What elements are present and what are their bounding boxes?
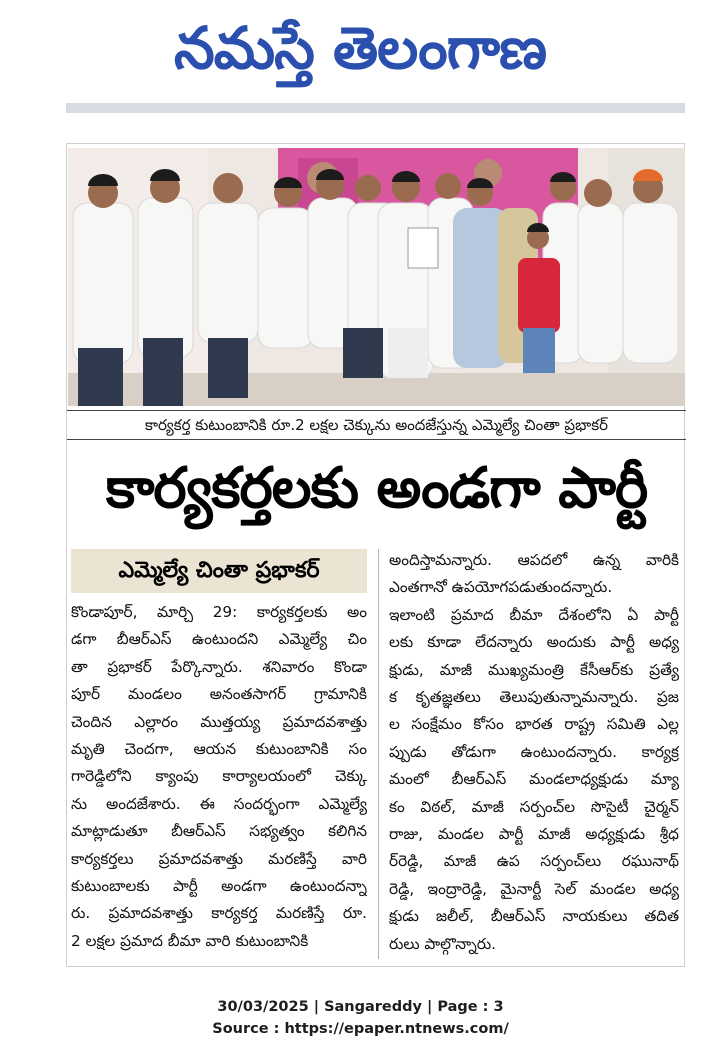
article-body-left <box>71 599 367 959</box>
body-line: ర్‌రెడ్డి, మాజీ ఉప సర్పంచ్‌లు రఘునాథ్ <box>389 852 679 871</box>
body-line: క్షుడు జలీల్, బీఆర్ఎస్ నాయకులు తదిత <box>389 907 679 926</box>
body-line: అందిస్తామన్నారు. ఆపదలో ఉన్న వారికి <box>389 551 679 569</box>
body-line: చెందిన ఎల్లారం ముత్తయ్య ప్రమాదవశాత్తు <box>71 712 367 731</box>
body-line: ఎంతగానో ఉపయోగపడుతుందన్నారు. <box>389 578 613 597</box>
body-line: పూర్ మండలం అనంతసాగర్ గ్రామానికి <box>71 685 367 704</box>
body-line: డగా బీఆర్ఎస్ ఉంటుందని ఎమ్మెల్యే చిం <box>71 630 367 649</box>
footer-source-link[interactable]: Source : https://epaper.ntnews.com/ <box>212 1021 509 1037</box>
source-footer <box>0 996 721 1046</box>
body-line: మృతి చెందగా, ఆయన కుటుంబానికి సం <box>71 740 367 759</box>
group-photo-image <box>68 148 685 406</box>
column-divider <box>378 549 379 959</box>
body-line: ను అందజేశారు. ఈ సందర్భంగా ఎమ్మెల్యే <box>71 794 367 813</box>
body-line: ల సంక్షేమం కోసం భారత రాష్ట్ర సమితి ఎల్ల <box>389 715 679 734</box>
body-line: కొండాపూర్, మార్చి 29: కార్యకర్తలకు అం <box>71 603 367 621</box>
subhead: ఎమ్మెల్యే చింతా ప్రభాకర్ <box>71 549 367 593</box>
body-line: కార్యకర్తలు ప్రమాదవశాత్తు మరణిస్తే వారి <box>71 849 367 868</box>
photo-caption: కార్యకర్త కుటుంబానికి రూ.2 లక్షల చెక్కును అందజేస్తున్న ఎమ్మెల్యే చింతా ప్రభాకర్ <box>67 410 686 440</box>
body-line: లకు కూడా లేదన్నారు అందుకు పార్టీ అధ్య <box>389 633 679 652</box>
body-line: ప్పుడు తోడుగా ఉంటుందన్నారు. కార్యక్ర <box>389 742 679 761</box>
body-line: రెడ్డి, ఇంద్రారెడ్డి, మైనార్టీ సెల్ మండల అధ్య <box>389 879 679 898</box>
body-line: మంలో బీఆర్ఎస్ మండలాధ్యక్షుడు మ్యా <box>389 770 679 789</box>
body-line: క కృతజ్ఞతలు తెలుపుతున్నామన్నారు. ప్రజ <box>389 688 679 707</box>
body-line: కం విఠల్, మాజీ సర్పంచ్‌ల సొసైటీ చైర్మన్ <box>389 797 679 816</box>
masthead-title: నమస్తే తెలంగాణ <box>174 14 546 82</box>
body-line: కుటుంబాలకు పార్టీ అండగా ఉంటుందన్నా <box>71 877 367 896</box>
body-line: తా ప్రభాకర్ పేర్కొన్నారు. శనివారం కొండా <box>71 657 367 676</box>
article-body-right <box>389 547 679 957</box>
body-line: రాజు, మండల పార్టీ మాజీ అధ్యక్షుడు శ్రీధ <box>389 825 679 844</box>
headline: కార్యకర్తలకు అండగా పార్టీ <box>105 456 648 521</box>
masthead-rule <box>66 103 685 113</box>
body-line: క్షుడు, మాజీ ముఖ్యమంత్రి కేసీఆర్‌కు ప్రత్యే <box>389 660 679 679</box>
body-line: గారెడ్డిలోని క్యాంపు కార్యాలయంలో చెక్కు <box>71 767 367 786</box>
body-line: రులు పాల్గొన్నారు. <box>389 934 496 953</box>
footer-date-edition: 30/03/2025 | Sangareddy | Page : 3 <box>217 999 504 1015</box>
article-clipping <box>66 143 685 967</box>
body-line: 2 లక్షల ప్రమాద బీమా వారి కుటుంబానికి <box>71 931 309 950</box>
body-line: మాట్లాడుతూ బీఆర్ఎస్ సభ్యత్వం కలిగిన <box>71 822 367 841</box>
body-line: రు. ప్రమాదవశాత్తు కార్యకర్త మరణిస్తే రూ. <box>71 904 367 923</box>
body-line: ఇలాంటి ప్రమాద బీమా దేశంలోని ఏ పార్టీ <box>389 605 679 624</box>
